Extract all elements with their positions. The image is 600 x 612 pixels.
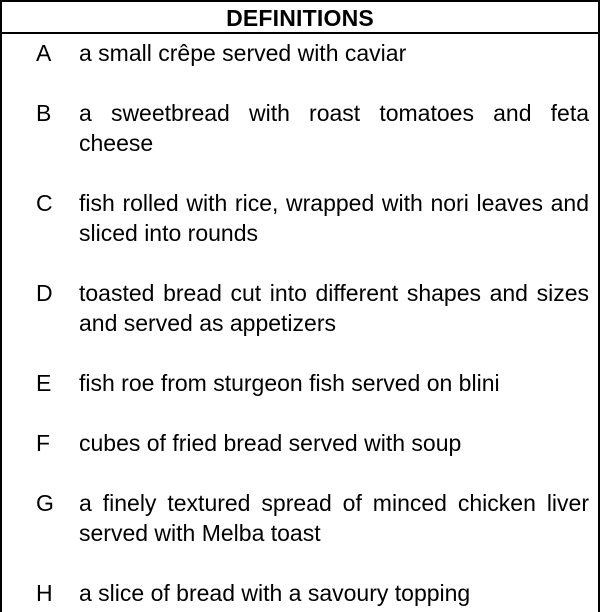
definition-letter: D [36, 280, 53, 306]
definition-letter: C [36, 190, 53, 216]
definition-text: a finely textured spread of minced chicken liver served with Melba toast [79, 490, 589, 546]
definition-letter: A [36, 40, 52, 66]
definition-text: a small crêpe served with caviar [79, 40, 407, 66]
definition-letter: B [36, 100, 52, 126]
definition-letter: E [36, 370, 52, 396]
definition-text: toasted bread cut into different shapes and sizes and served as appetizers [79, 280, 589, 336]
definition-text: fish rolled with rice, wrapped with nori leaves and sliced into rounds [79, 190, 589, 246]
definition-text: cubes of fried bread served with soup [79, 430, 462, 456]
definition-text: a sweetbread with roast tomatoes and feta cheese [79, 100, 589, 156]
definition-letter: G [36, 490, 54, 516]
definition-letter: F [36, 430, 51, 456]
definition-letter: H [36, 580, 53, 606]
definitions-header: DEFINITIONS [2, 2, 598, 34]
definition-text: a slice of bread with a savoury topping [79, 580, 471, 606]
definition-text: fish roe from sturgeon fish served on blini [79, 370, 500, 396]
